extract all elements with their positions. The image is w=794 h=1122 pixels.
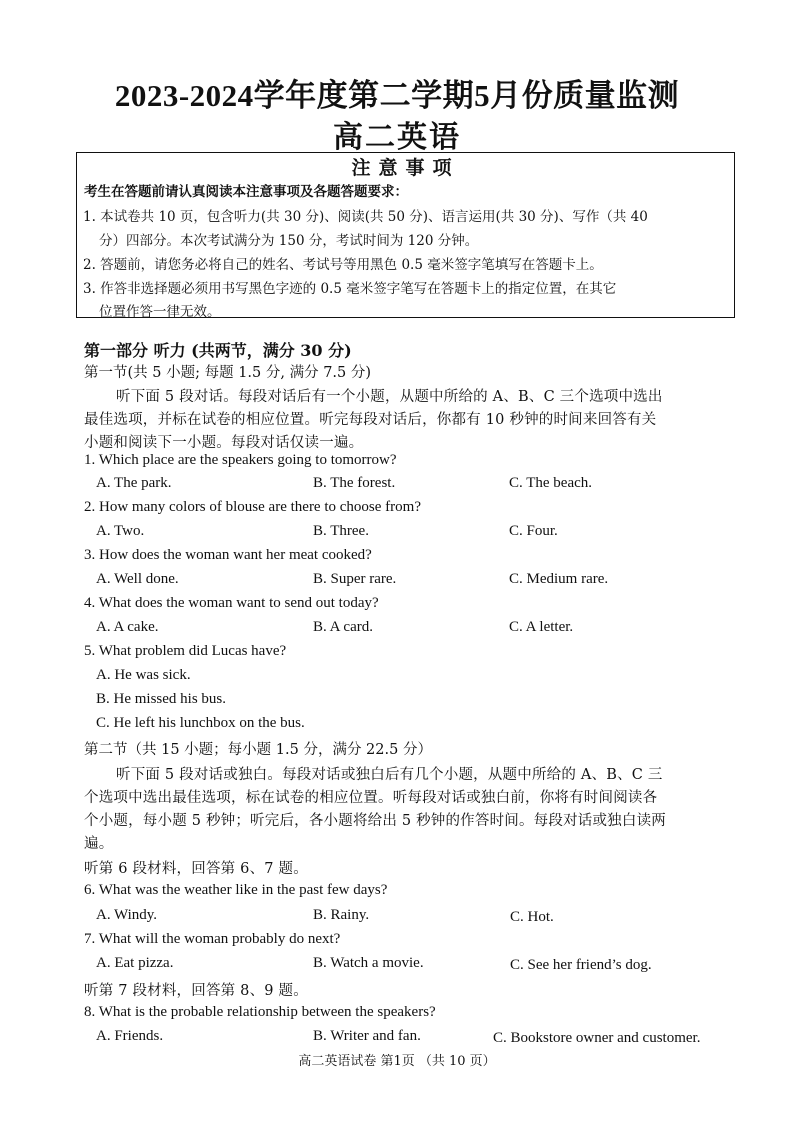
notice-title: 注意事项 [351,157,460,179]
option-a: A. A cake. [96,619,159,635]
option-a: A. The park. [96,475,172,491]
section1-instruction: 听下面 5 段对话。每段对话后有一个小题，从题中所给的 A、B、C 三个选项中选出 [116,389,663,405]
question-stem: 6. What was the weather like in the past few days? [84,882,388,898]
option-c: C. See her friend’s dog. [510,957,652,973]
question-stem: 5. What problem did Lucas have? [84,643,287,659]
section1-instruction: 最佳选项，并标在试卷的相应位置。听完每段对话后，你都有 10 秒钟的时间来回答有关 [84,412,657,428]
notice-line: 1. 本试卷共 10 页，包含听力(共 30 分)、阅读(共 50 分)、语言运用(共 30 分)、写作（共 40 [83,209,648,225]
option-c: C. Medium rare. [509,571,609,587]
option-a: A. He was sick. [96,667,191,683]
option-c: C. He left his lunchbox on the bus. [96,715,305,731]
notice-box [76,152,735,318]
section1-instruction: 小题和阅读下一小题。每段对话仅读一遍。 [84,435,364,451]
part1-title: 第一部分 听力 (共两节，满分 30 分) [84,341,352,360]
notice-line: 2. 答题前，请您务必将自己的姓名、考试号等用黑色 0.5 毫米签字笔填写在答题卡上。 [83,257,603,273]
section2-instruction: 个小题，每小题 5 秒钟；听完后，各小题将给出 5 秒钟的作答时间。每段对话或独白读两 [84,813,666,829]
notice-line: 位置作答一律无效。 [99,304,221,320]
exam-subject: 高二英语 [333,120,461,155]
option-a: A. Two. [96,523,145,539]
option-b: B. The forest. [313,475,396,491]
option-b: B. Watch a movie. [313,955,424,971]
exam-title: 2023-2024学年度第二学期5月份质量监测 [114,78,680,113]
option-a: A. Well done. [96,571,179,587]
option-c: C. Bookstore owner and customer. [493,1030,701,1046]
question-stem: 3. How does the woman want her meat cooked? [84,547,372,563]
question-stem: 1. Which place are the speakers going to tomorrow? [84,452,397,468]
option-b: B. Three. [313,523,369,539]
option-c: C. A letter. [509,619,574,635]
option-c: C. Hot. [510,909,554,925]
question-stem: 4. What does the woman want to send out today? [84,595,379,611]
question-stem: 8. What is the probable relationship between the speakers? [84,1004,436,1020]
option-c: C. The beach. [509,475,593,491]
section1-title: 第一节(共 5 小题; 每题 1.5 分, 满分 7.5 分) [84,365,372,381]
option-b: B. He missed his bus. [96,691,227,707]
option-a: A. Eat pizza. [96,955,174,971]
section2-instruction: 听下面 5 段对话或独白。每段对话或独白后有几个小题，从题中所给的 A、B、C 三 [116,767,663,783]
option-b: B. Rainy. [313,907,370,923]
notice-line: 3. 作答非选择题必须用书写黑色字迹的 0.5 毫米签字笔写在答题卡上的指定位置，在其它 [83,281,617,297]
section2-instruction: 个选项中选出最佳选项，标在试卷的相应位置。听每段对话或独白前，你将有时间阅读各 [84,790,658,806]
section2-instruction: 遍。 [84,836,114,852]
option-b: B. Super rare. [313,571,397,587]
section2-title: 第二节（共 15 小题；每小题 1.5 分，满分 22.5 分） [84,742,432,758]
option-b: B. Writer and fan. [313,1028,421,1044]
option-c: C. Four. [509,523,558,539]
material-label: 听第 7 段材料，回答第 8、9 题。 [84,983,308,999]
option-a: A. Windy. [96,907,158,923]
notice-line: 分）四部分。本次考试满分为 150 分，考试时间为 120 分钟。 [99,233,479,249]
page-footer: 高二英语试卷 第1页 （共 10 页） [298,1054,496,1069]
option-b: B. A card. [313,619,373,635]
notice-requirement: 考生在答题前请认真阅读本注意事项及各题答题要求： [84,184,408,200]
question-stem: 2. How many colors of blouse are there to choose from? [84,499,421,515]
option-a: A. Friends. [96,1028,164,1044]
question-stem: 7. What will the woman probably do next? [84,931,341,947]
material-label: 听第 6 段材料，回答第 6、7 题。 [84,861,308,877]
